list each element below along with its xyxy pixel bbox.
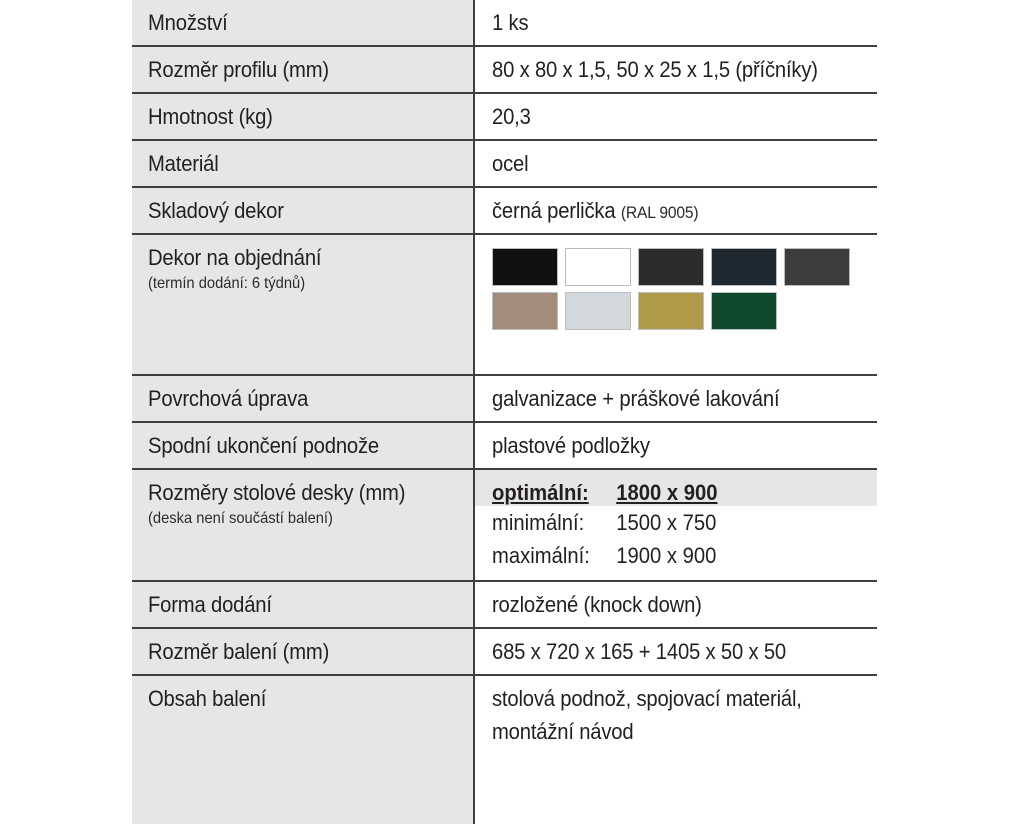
row-label: Dekor na objednání bbox=[148, 245, 322, 270]
color-swatch bbox=[711, 248, 777, 286]
row-label-cell bbox=[132, 141, 475, 186]
table-row bbox=[132, 423, 877, 470]
row-value: ocel bbox=[492, 151, 529, 176]
row-label: Forma dodání bbox=[148, 592, 272, 617]
size-value: 1900 x 900 bbox=[616, 543, 717, 568]
row-label-cell bbox=[132, 94, 475, 139]
row-value-cell bbox=[475, 423, 877, 468]
row-label-cell bbox=[132, 423, 475, 468]
row-label: Obsah balení bbox=[148, 686, 267, 711]
row-value bbox=[492, 196, 846, 228]
row-value: stolová podnož, spojovací materiál, bbox=[492, 686, 802, 711]
row-label-cell bbox=[132, 629, 475, 674]
row-value-cell bbox=[475, 141, 877, 186]
table-row bbox=[132, 94, 877, 141]
row-value-cell bbox=[475, 470, 877, 580]
size-name: minimální: bbox=[492, 510, 585, 535]
row-value-cell bbox=[475, 582, 877, 627]
table-row bbox=[132, 676, 877, 824]
row-value-cell bbox=[475, 629, 877, 674]
color-swatch bbox=[492, 248, 558, 286]
color-swatch bbox=[492, 292, 558, 330]
color-swatch bbox=[784, 248, 850, 286]
row-label-cell bbox=[132, 0, 475, 45]
optimal-size-band bbox=[475, 470, 877, 506]
row-label: Spodní ukončení podnože bbox=[148, 433, 379, 458]
size-maximal bbox=[492, 539, 846, 572]
row-value: 20,3 bbox=[492, 104, 531, 129]
table-row bbox=[132, 47, 877, 94]
size-value: 1500 x 750 bbox=[616, 510, 717, 535]
row-value: plastové podložky bbox=[492, 433, 650, 458]
size-name: maximální: bbox=[492, 543, 590, 568]
row-label: Množství bbox=[148, 10, 228, 35]
row-label-cell bbox=[132, 235, 475, 374]
size-minimal bbox=[492, 506, 846, 539]
row-label: Skladový dekor bbox=[148, 198, 284, 223]
row-value-cell bbox=[475, 0, 877, 45]
row-label: Rozměry stolové desky (mm) bbox=[148, 480, 406, 505]
row-value-cell bbox=[475, 376, 877, 421]
row-value: rozložené (knock down) bbox=[492, 592, 702, 617]
table-row bbox=[132, 0, 877, 47]
row-value: galvanizace + práškové lakování bbox=[492, 386, 780, 411]
row-label-cell bbox=[132, 470, 475, 580]
color-swatch bbox=[638, 292, 704, 330]
row-label-cell bbox=[132, 582, 475, 627]
color-swatch bbox=[565, 248, 631, 286]
table-row bbox=[132, 629, 877, 676]
spec-table bbox=[132, 0, 877, 824]
row-value-cell bbox=[475, 235, 877, 374]
color-swatch bbox=[638, 248, 704, 286]
row-value: 685 x 720 x 165 + 1405 x 50 x 50 bbox=[492, 639, 787, 664]
size-value: 1800 x 900 bbox=[616, 480, 718, 505]
row-value-cell bbox=[475, 676, 877, 824]
row-value: 80 x 80 x 1,5, 50 x 25 x 1,5 (příčníky) bbox=[492, 57, 818, 82]
size-optimal bbox=[492, 476, 846, 509]
row-label: Hmotnost (kg) bbox=[148, 104, 273, 129]
color-swatch bbox=[565, 292, 631, 330]
row-value-cell bbox=[475, 188, 877, 233]
row-label-cell bbox=[132, 47, 475, 92]
table-row bbox=[132, 470, 877, 582]
row-value: 1 ks bbox=[492, 10, 529, 35]
row-value-line2: montážní návod bbox=[492, 719, 634, 744]
table-row bbox=[132, 582, 877, 629]
row-label: Materiál bbox=[148, 151, 219, 176]
row-label-cell bbox=[132, 676, 475, 824]
row-sublabel: (deska není součástí balení) bbox=[148, 510, 333, 527]
row-value-cell bbox=[475, 47, 877, 92]
row-label-cell bbox=[132, 376, 475, 421]
row-label: Rozměr profilu (mm) bbox=[148, 57, 329, 82]
row-label: Rozměr balení (mm) bbox=[148, 639, 330, 664]
row-label-cell bbox=[132, 188, 475, 233]
table-row bbox=[132, 235, 877, 376]
stock-decor-name: černá perlička bbox=[492, 198, 616, 223]
table-row bbox=[132, 188, 877, 235]
color-swatch-grid bbox=[492, 243, 877, 330]
row-label: Povrchová úprava bbox=[148, 386, 309, 411]
ral-code: (RAL 9005) bbox=[620, 203, 699, 222]
row-value-cell bbox=[475, 94, 877, 139]
row-sublabel: (termín dodání: 6 týdnů) bbox=[148, 275, 306, 292]
table-row bbox=[132, 376, 877, 423]
table-row bbox=[132, 141, 877, 188]
size-name: optimální: bbox=[492, 480, 589, 505]
color-swatch bbox=[711, 292, 777, 330]
